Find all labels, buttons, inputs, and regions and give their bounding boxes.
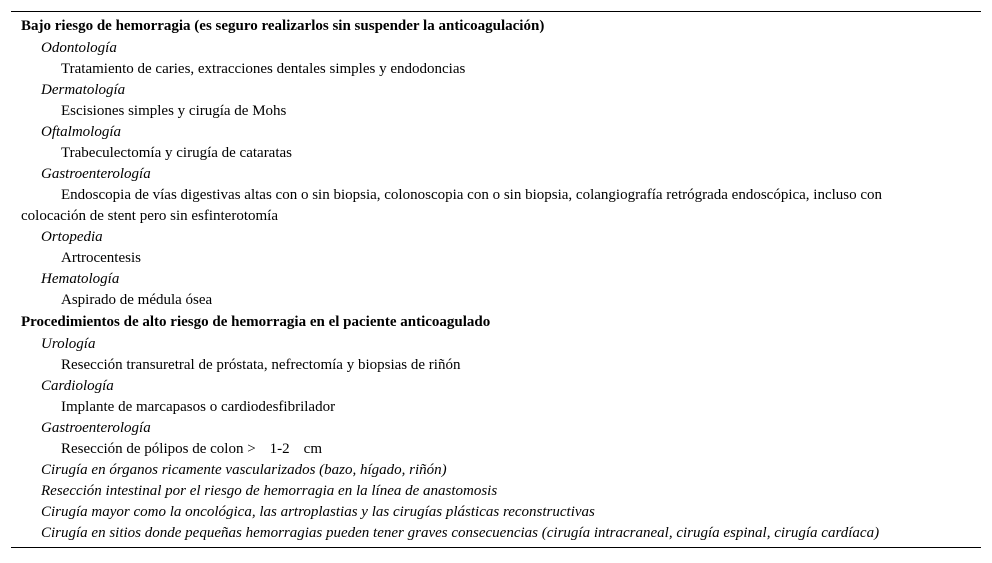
- item-polyp-size: 1-2: [269, 441, 290, 457]
- category-oftalmologia: Oftalmología: [41, 124, 122, 140]
- item-gastroenterologia-high: [11, 439, 981, 460]
- category-gastroenterologia-low: Gastroenterología: [41, 166, 151, 182]
- extra-item-major-surgery: Cirugía mayor como la oncológica, las artroplastias y las cirugías plásticas reconstructivas: [41, 504, 595, 520]
- item-gastroenterologia-low: Endoscopia de vías digestivas altas con o sin biopsia, colonoscopia con o sin biopsia, colangiografía retrógrada endoscópica, incluso con colocación de stent pero sin esfinterotomía: [21, 187, 883, 224]
- extra-item-intestinal-resection: Resección intestinal por el riesgo de hemorragia en la línea de anastomosis: [41, 483, 498, 499]
- category-odontologia: Odontología: [41, 40, 117, 56]
- section-heading-high-risk: Procedimientos de alto riesgo de hemorragia en el paciente anticoagulado: [21, 314, 491, 330]
- item-polyp-unit: cm: [303, 441, 322, 457]
- category-ortopedia: Ortopedia: [41, 229, 103, 245]
- item-urologia: Resección transuretral de próstata, nefrectomía y biopsias de riñón: [61, 357, 461, 373]
- item-odontologia: Tratamiento de caries, extracciones dentales simples y endodoncias: [61, 61, 466, 77]
- category-gastroenterologia-high: Gastroenterología: [41, 420, 151, 436]
- extra-item-critical-sites: Cirugía en sitios donde pequeñas hemorragias pueden tener graves consecuencias (cirugía intracraneal, cirugía espinal, cirugía cardíaca): [41, 525, 880, 541]
- category-cardiologia: Cardiología: [41, 378, 114, 394]
- category-hematologia: Hematología: [41, 271, 120, 287]
- item-dermatologia: Escisiones simples y cirugía de Mohs: [61, 103, 287, 119]
- extra-item-vascular-organs: Cirugía en órganos ricamente vascularizados (bazo, hígado, riñón): [41, 462, 447, 478]
- item-oftalmologia: Trabeculectomía y cirugía de cataratas: [61, 145, 293, 161]
- item-cardiologia: Implante de marcapasos o cardiodesfibrilador: [61, 399, 336, 415]
- category-dermatologia: Dermatología: [41, 82, 126, 98]
- item-hematologia: Aspirado de médula ósea: [61, 292, 213, 308]
- category-urologia: Urología: [41, 336, 96, 352]
- procedures-table: [11, 11, 981, 548]
- item-polyp-text: Resección de pólipos de colon >: [61, 441, 256, 457]
- section-heading-low-risk: Bajo riesgo de hemorragia (es seguro realizarlos sin suspender la anticoagulación): [21, 18, 545, 34]
- item-ortopedia: Artrocentesis: [61, 250, 141, 266]
